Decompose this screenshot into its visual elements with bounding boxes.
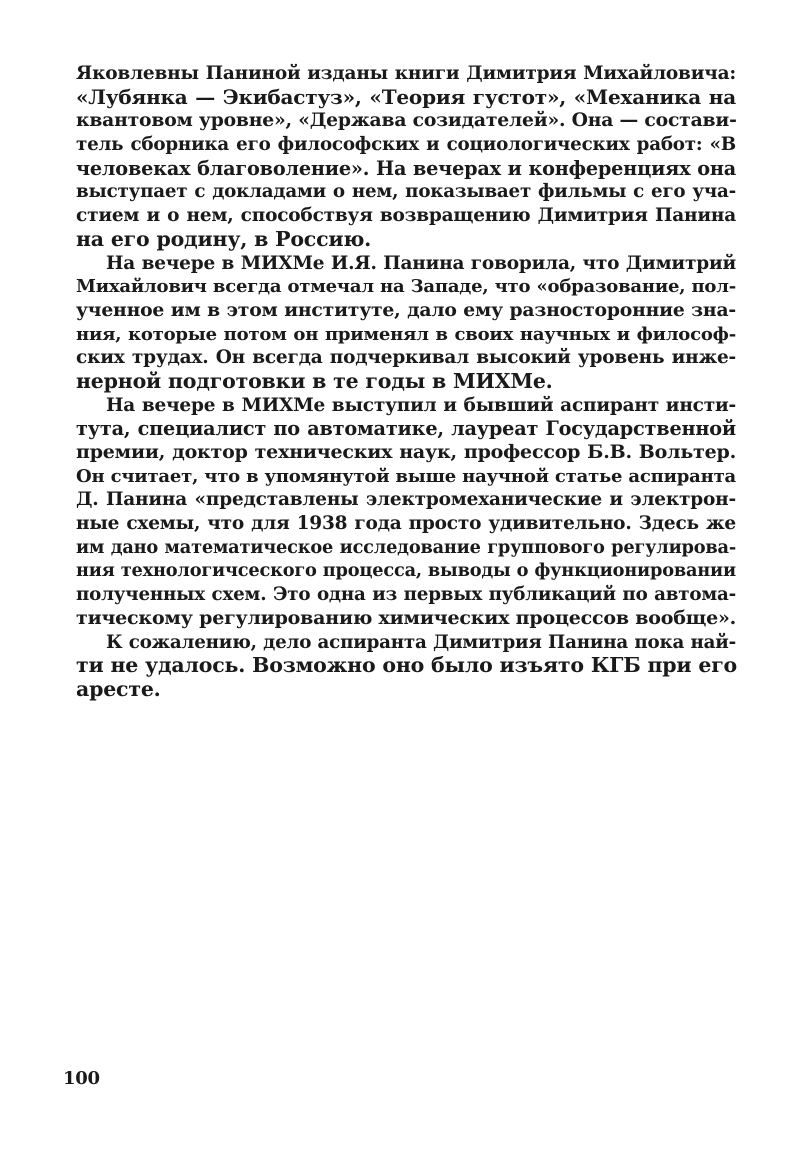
text-line: К сожалению, дело аспиранта Димитрия Панина пока най-	[106, 631, 736, 653]
text-line: На вечере в МИХМе выступил и бывший аспирант инсти-	[106, 394, 736, 416]
text-line: Михайлович всегда отмечал на Западе, что «образование, пол-	[76, 276, 736, 298]
page-number: 100	[63, 1068, 100, 1089]
text-line: на его родину, в Россию.	[76, 226, 372, 251]
text-line: Яковлевны Паниной изданы книги Димитрия Михайловича:	[76, 63, 736, 84]
text-line: На вечере в МИХМе И.Я. Панина говорила, что Димитрий	[106, 252, 736, 274]
text-line: тель сборника его философских и социологических работ: «В	[76, 134, 736, 156]
text-line: стием и о нем, способствуя возвращению Димитрия Панина	[76, 205, 736, 227]
text-line: тута, специалист по автоматике, лауреат Государственной	[76, 417, 736, 441]
text-line: ные схемы, что для 1938 года просто удивительно. Здесь же	[76, 513, 736, 535]
text-line: ских трудах. Он всегда подчеркивал высокий уровень инже-	[76, 347, 736, 369]
text-line: ния технологичсеского процесса, выводы о функционировании	[76, 560, 736, 582]
text-line: ученное им в этом институте, дало ему разносторонние зна-	[76, 298, 736, 321]
text-line: человеках благоволение». На вечерах и конференциях она	[76, 156, 736, 180]
text-line: Д. Панина «представлены электромеханические и электрон-	[76, 489, 736, 511]
text-line: квантовом уровне», «Держава созидателей». Она — состави-	[76, 109, 737, 132]
text-line: выступает с докладами о нем, показывает фильмы с его уча-	[76, 181, 736, 203]
text-line: «Лубянка — Экибастуз», «Теория густот», «Механика на	[76, 84, 736, 109]
text-line: премии, доктор технических наук, профессор Б.В. Вольтер.	[76, 441, 736, 463]
text-line: тическому регулированию химических процессов вообще».	[76, 606, 737, 629]
text-line: ти не удалось. Возможно оно было изъято КГБ при его	[76, 653, 738, 678]
text-line: полученных схем. Это одна из первых публикаций по автома-	[76, 584, 736, 606]
text-line: нерной подготовки в те годы в МИХМе.	[76, 368, 553, 393]
text-line: аресте.	[76, 676, 161, 701]
text-line: ния, которые потом он применял в своих научных и философ-	[76, 323, 736, 345]
body-text	[76, 62, 736, 702]
text-line: Он считает, что в упомянутой выше научной статье аспиранта	[76, 465, 736, 487]
text-line: им дано математическое исследование группового регулирова-	[76, 536, 736, 558]
